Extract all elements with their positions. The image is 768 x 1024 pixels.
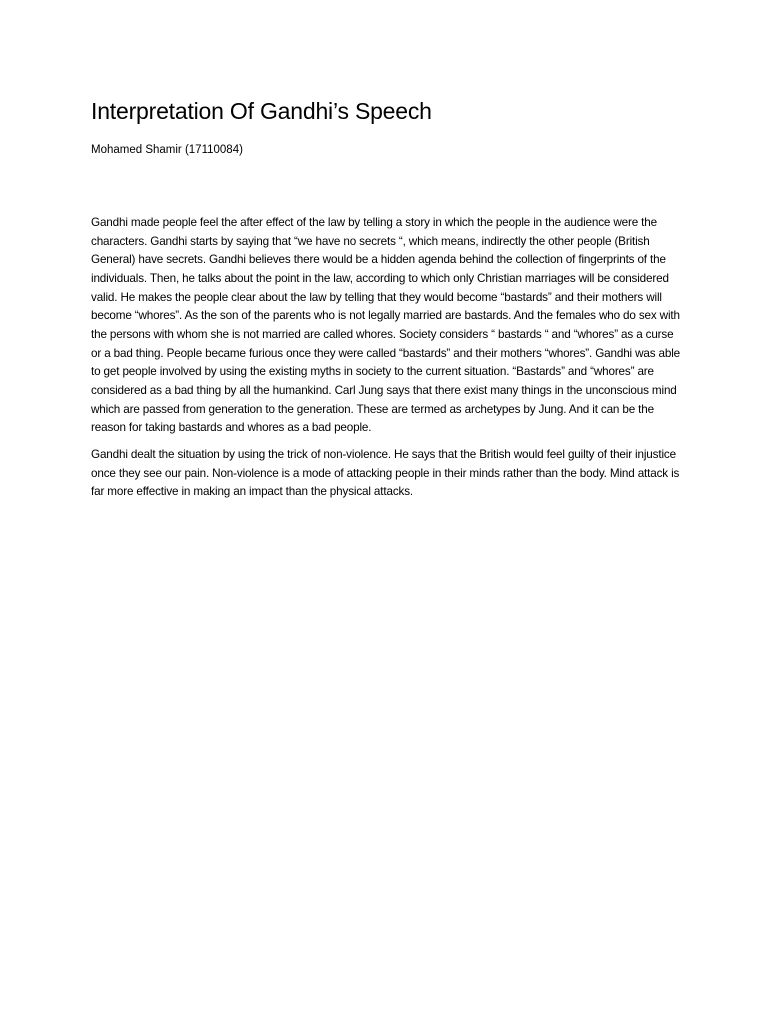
document-author: Mohamed Shamir (17110084) <box>91 144 243 156</box>
document-content <box>91 96 681 510</box>
paragraph-2: Gandhi dealt the situation by using the trick of non-violence. He says that the British would feel guilty of their injustice once they see our pain. Non-violence is a mode of attacking people in their minds rather than the body. Mind attack is far more effective in making an impact than the physical attacks. <box>91 447 680 499</box>
paragraph-1: Gandhi made people feel the after effect of the law by telling a story in which the people in the audience were the characters. Gandhi starts by saying that “we have no secrets “, which means, indirectly the other people (British General) have secrets. Gandhi believes there would be a hidden agenda behind the collection of fingerprints of the individuals. Then, he talks about the point in the law, according to which only Christian marriages will be considered valid. He makes the people clear about the law by telling that they would become “bastards” and their mothers will become “whores”. As the son of the parents who is not legally married are bastards. And the females who do sex with the persons with whom she is not married are called whores. Society considers “ bastards “ and “whores” as a curse or a bad thing. People became furious once they were called “bastards” and their mothers “whores”. Gandhi was able to get people involved by using the existing myths in society to the current situation. “Bastards” and “whores” are considered as a bad thing by all the humankind. Carl Jung says that there exist many things in the unconscious mind which are passed from generation to the generation. These are termed as archetypes by Jung. And it can be the reason for taking bastards and whores as a bad people. <box>91 216 681 435</box>
document-title: Interpretation Of Gandhi’s Speech <box>91 98 432 124</box>
document-body <box>91 214 681 502</box>
